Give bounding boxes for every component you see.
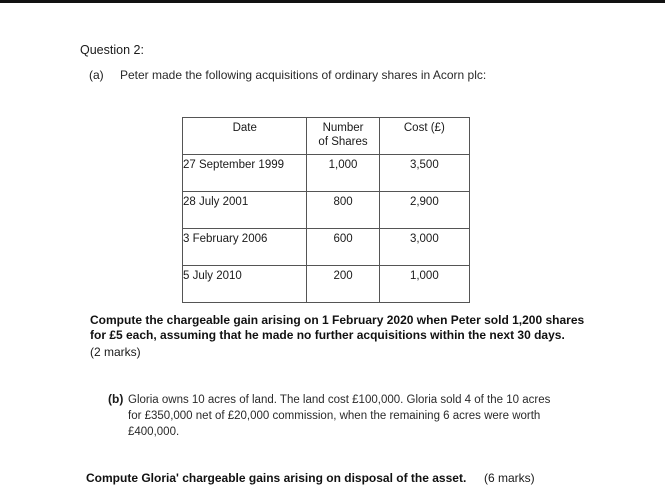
table-row [183,192,470,229]
part-b-line1: Gloria owns 10 acres of land. The land cost £100,000. Gloria sold 4 of the 10 acres [128,394,551,406]
row-cost: 2,900 [379,192,469,229]
part-b-line2: for £350,000 net of £20,000 commission, when the remaining 6 acres were worth [128,410,541,422]
row-date: 28 July 2001 [183,192,307,229]
row-cost: 1,000 [379,266,469,303]
row-date: 3 February 2006 [183,229,307,266]
part-a-marks: (2 marks) [90,345,141,359]
row-shares: 200 [307,266,379,303]
header-number-line2: of Shares [318,136,368,148]
part-a-instruction-line1: Compute the chargeable gain arising on 1 February 2020 when Peter sold 1,200 shares [90,313,585,327]
header-cost [379,118,469,155]
row-shares: 600 [307,229,379,266]
row-date: 27 September 1999 [183,155,307,192]
top-border [0,0,665,3]
header-number-of-shares [307,118,379,155]
part-a-instruction [90,313,610,343]
table-row [183,155,470,192]
row-shares: 800 [307,192,379,229]
row-shares: 1,000 [307,155,379,192]
part-a-intro: Peter made the following acquisitions of ordinary shares in Acorn plc: [120,68,487,82]
table-header-row [183,118,470,155]
table-row [183,229,470,266]
part-b-text [128,392,598,440]
row-cost: 3,000 [379,229,469,266]
part-b-line3: £400,000. [128,426,180,438]
question-title: Question 2: [80,43,144,57]
header-date [183,118,307,155]
part-b-instruction: Compute Gloria' chargeable gains arising on disposal of the asset. [86,471,467,485]
part-b-marks: (6 marks) [484,471,535,485]
header-date-label: Date [232,122,257,134]
row-cost: 3,500 [379,155,469,192]
table-row [183,266,470,303]
header-number-line1: Number [322,122,364,134]
part-b-label: (b) [108,392,124,406]
part-a-label: (a) [89,68,104,82]
acquisitions-table [182,117,470,303]
header-cost-label: Cost (£) [403,122,445,134]
row-date: 5 July 2010 [183,266,307,303]
part-a-instruction-line2: for £5 each, assuming that he made no further acquisitions within the next 30 days. [90,328,565,342]
